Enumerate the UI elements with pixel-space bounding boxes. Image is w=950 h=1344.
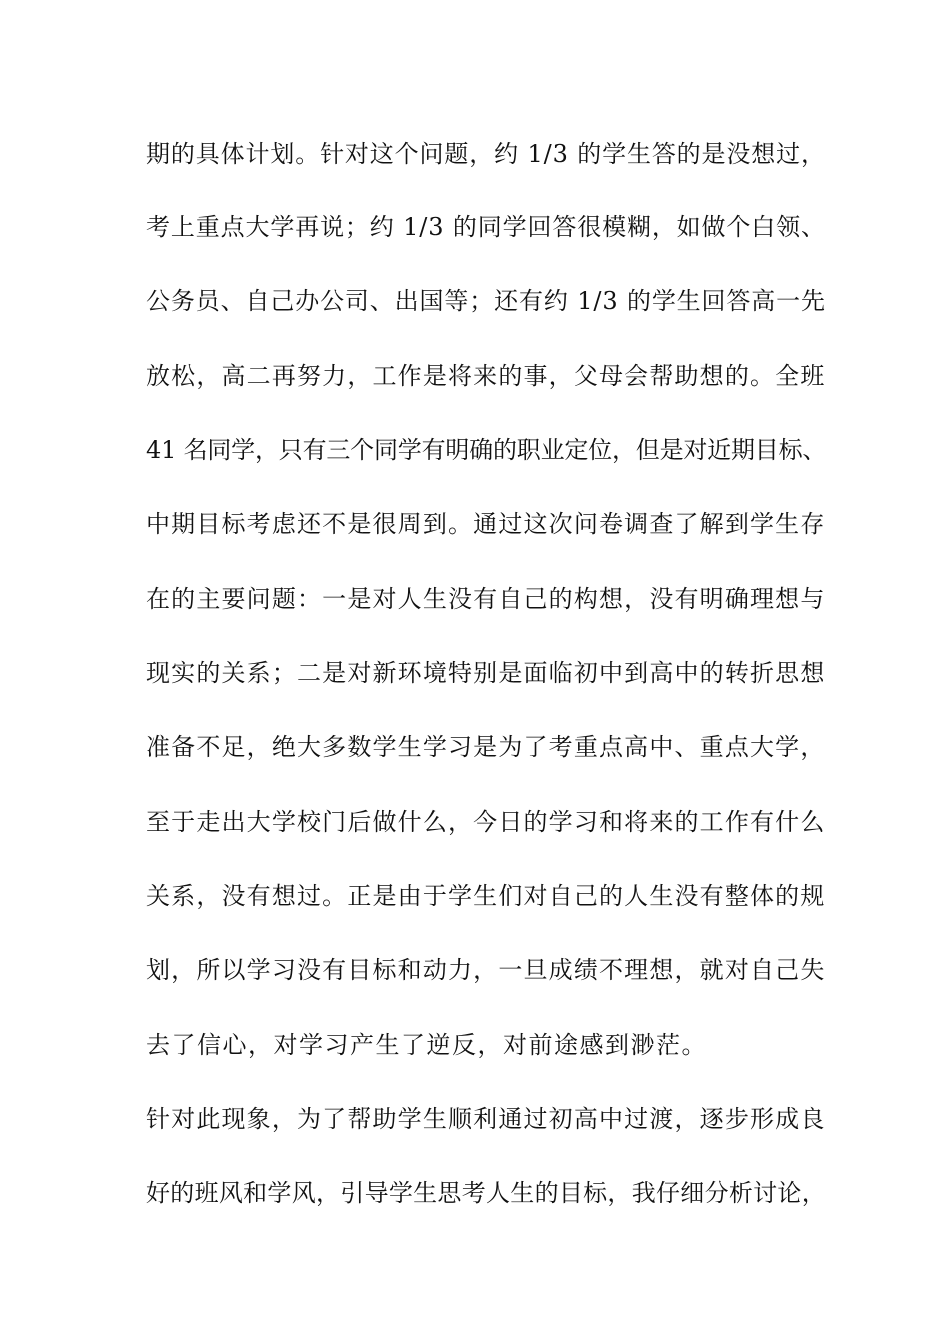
text-line: 放松，高二再努力，工作是将来的事，父母会帮助想的。全班 — [146, 362, 826, 390]
text-line: 中期目标考虑还不是很周到。通过这次问卷调查了解到学生存 — [146, 510, 826, 538]
text-line: 在的主要问题：一是对人生没有自己的构想，没有明确理想与 — [146, 585, 826, 613]
text-line: 针对此现象，为了帮助学生顺利通过初高中过渡，逐步形成良 — [146, 1105, 826, 1133]
text-line: 关系，没有想过。正是由于学生们对自己的人生没有整体的规 — [146, 882, 826, 910]
text-line: 现实的关系；二是对新环境特别是面临初中到高中的转折思想 — [146, 659, 826, 687]
text-line: 公务员、自己办公司、出国等；还有约 1/3 的学生回答高一先 — [146, 287, 826, 315]
text-line: 至于走出大学校门后做什么，今日的学习和将来的工作有什么 — [146, 808, 826, 836]
text-line: 准备不足，绝大多数学生学习是为了考重点高中、重点大学， — [146, 733, 826, 761]
text-line: 考上重点大学再说；约 1/3 的同学回答很模糊，如做个白领、 — [146, 213, 826, 241]
text-line: 好的班风和学风，引导学生思考人生的目标，我仔细分析讨论， — [146, 1179, 826, 1207]
text-line: 去了信心，对学习产生了逆反，对前途感到渺茫。 — [146, 1031, 707, 1059]
text-line: 划，所以学习没有目标和动力，一旦成绩不理想，就对自己失 — [146, 956, 826, 984]
text-line: 期的具体计划。针对这个问题，约 1/3 的学生答的是没想过， — [146, 140, 826, 168]
text-line: 41 名同学，只有三个同学有明确的职业定位，但是对近期目标、 — [146, 436, 827, 464]
